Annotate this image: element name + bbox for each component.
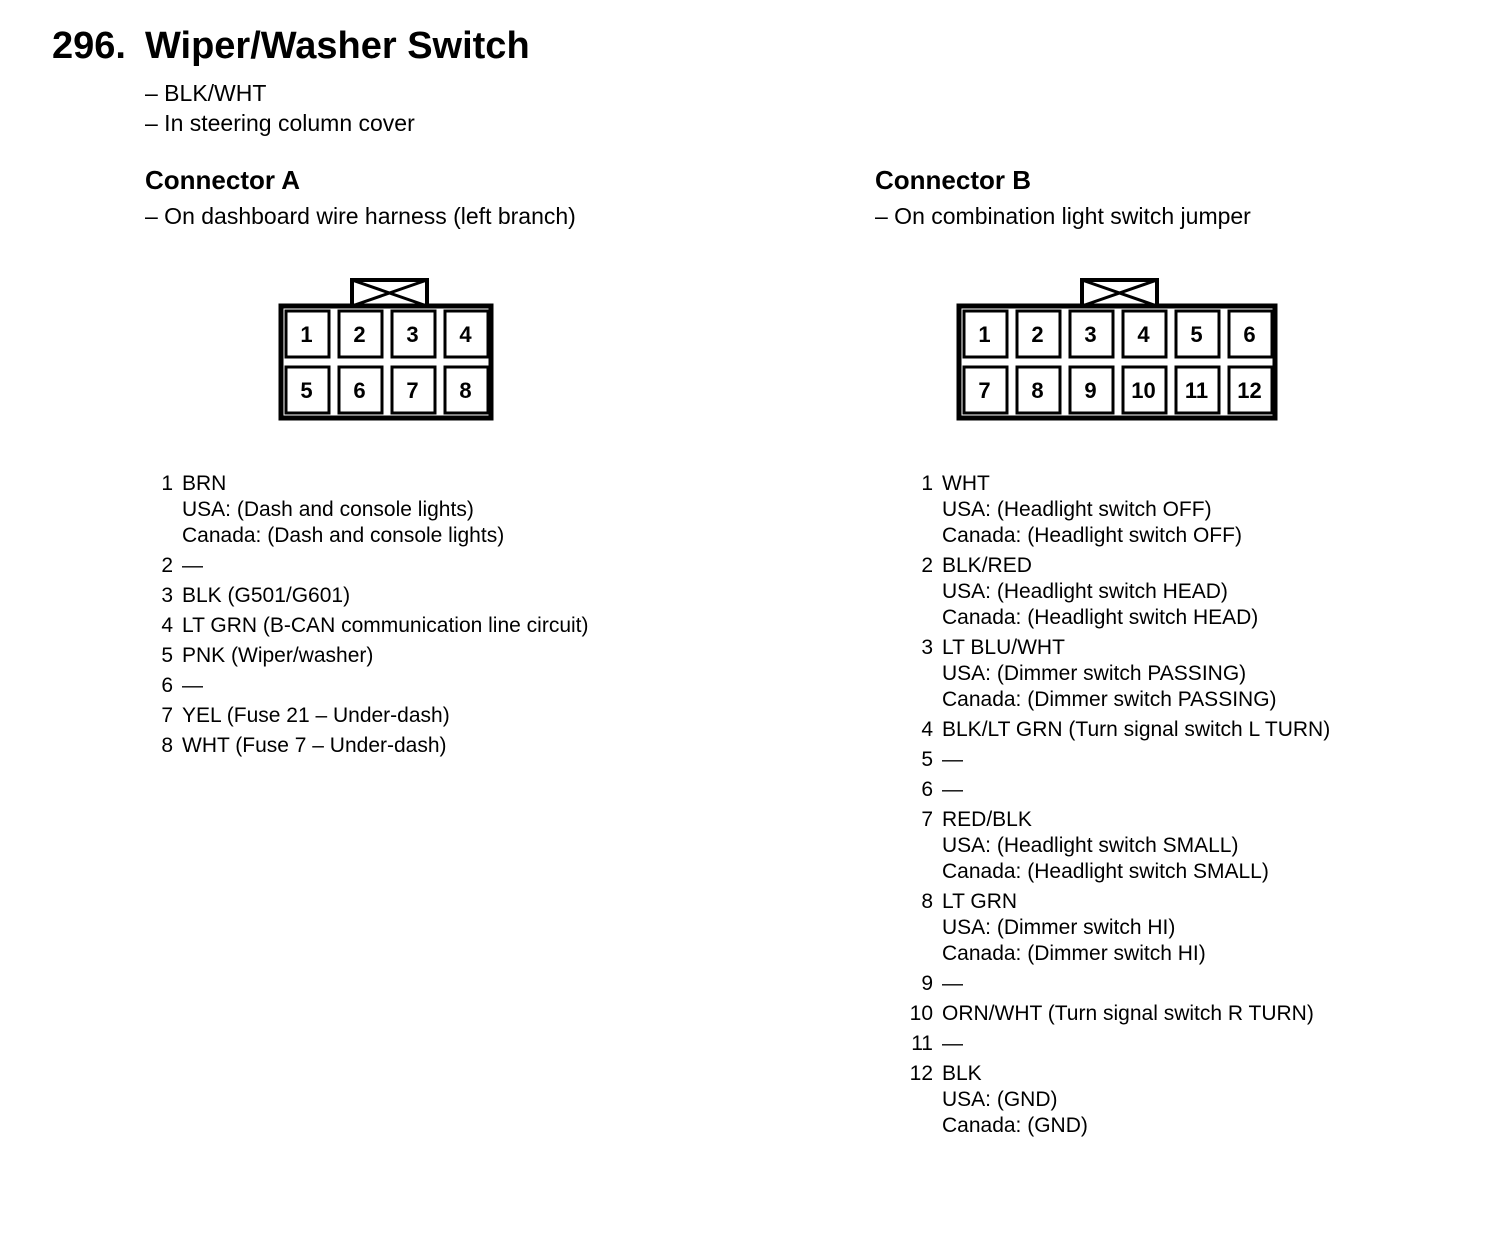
- pin-entry: [145, 613, 589, 639]
- title-number: 296.: [52, 25, 126, 67]
- connector_b-latch: [1082, 280, 1157, 306]
- pin-entry: [905, 635, 1330, 713]
- connector-b-diagram: [957, 278, 1281, 420]
- pin-number: 12: [909, 1062, 933, 1085]
- pin-description: [942, 889, 1206, 967]
- pin-detail-line: USA: (Dash and console lights): [182, 498, 474, 521]
- pin-detail-line: Canada: (Headlight switch OFF): [942, 524, 1242, 547]
- pin-wire-color: —: [942, 748, 963, 771]
- pin-wire-color: —: [182, 674, 203, 697]
- pin-description: [182, 613, 589, 639]
- connector-a-heading: Connector A: [145, 165, 301, 195]
- pin-description: [942, 1031, 963, 1057]
- connector_b-pin-label: 11: [1184, 378, 1209, 403]
- connector_b-pin-label: 10: [1131, 378, 1156, 403]
- pin-description: [182, 583, 350, 609]
- pin-wire-color: WHT: [942, 472, 990, 495]
- connector_a-pin-label: 3: [406, 322, 419, 347]
- pin-detail-line: USA: (GND): [942, 1088, 1058, 1111]
- connector_b-pin-label: 5: [1190, 322, 1203, 347]
- pin-wire-color: PNK (Wiper/washer): [182, 644, 374, 667]
- title-text: Wiper/Washer Switch: [145, 25, 530, 67]
- pin-number: 7: [921, 808, 933, 831]
- pin-entry: [145, 583, 589, 609]
- pin-detail-line: Canada: (Headlight switch HEAD): [942, 606, 1259, 629]
- pin-description: [182, 703, 450, 729]
- pin-entry: [905, 471, 1330, 549]
- connector_b-pin-label: 8: [1031, 378, 1044, 403]
- pin-number: 8: [921, 890, 933, 913]
- pin-number: 10: [909, 1002, 933, 1025]
- pin-wire-color: RED/BLK: [942, 808, 1032, 831]
- pin-description: [182, 673, 203, 699]
- pin-detail-line: Canada: (GND): [942, 1114, 1088, 1137]
- connector-a-section: [145, 164, 705, 757]
- pin-detail-line: Canada: (Headlight switch SMALL): [942, 860, 1269, 883]
- pin-entry: [145, 733, 589, 759]
- pin-number: 5: [161, 644, 173, 667]
- connector_a-pin-label: 1: [300, 322, 313, 347]
- pin-number: 4: [921, 718, 933, 741]
- pin-entry: [145, 643, 589, 669]
- pin-description: [942, 1061, 1088, 1139]
- pin-number: 7: [161, 704, 173, 727]
- pin-entry: [145, 673, 589, 699]
- connector_a-pin-label: 5: [300, 378, 313, 403]
- pin-number: 9: [921, 972, 933, 995]
- connector-a-note: – On dashboard wire harness (left branch): [145, 203, 576, 229]
- pin-description: [182, 643, 373, 669]
- pin-number: 4: [161, 614, 173, 637]
- pin-detail-line: USA: (Headlight switch OFF): [942, 498, 1212, 521]
- connector_a-latch: [352, 280, 427, 306]
- pin-number: 1: [921, 472, 933, 495]
- pin-wire-color: —: [942, 1032, 963, 1055]
- pin-number: 3: [921, 636, 933, 659]
- connector_b-pin-label: 4: [1137, 322, 1150, 347]
- pin-wire-color: —: [942, 778, 963, 801]
- pin-detail-line: Canada: (Dimmer switch HI): [942, 942, 1206, 965]
- connector-a-diagram: [279, 278, 497, 420]
- page-title: [52, 24, 530, 68]
- note-location: – In steering column cover: [145, 110, 415, 136]
- pin-description: [942, 971, 963, 997]
- pin-description: [942, 553, 1258, 631]
- pin-number: 11: [911, 1032, 933, 1055]
- pin-description: [942, 807, 1269, 885]
- pin-wire-color: BLK (G501/G601): [182, 584, 351, 607]
- pin-description: [942, 471, 1242, 549]
- pin-wire-color: BRN: [182, 472, 227, 495]
- pin-description: [182, 733, 447, 759]
- pin-wire-color: WHT (Fuse 7 – Under-dash): [182, 734, 447, 757]
- connector_b-pin-label: 1: [978, 322, 991, 347]
- pin-entry: [905, 889, 1330, 967]
- pin-wire-color: BLK/LT GRN (Turn signal switch L TURN): [942, 718, 1331, 741]
- connector_b-pin-label: 6: [1243, 322, 1256, 347]
- connector_a-pin-label: 8: [459, 378, 472, 403]
- pin-wire-color: LT BLU/WHT: [942, 636, 1065, 659]
- pin-entry: [905, 747, 1330, 773]
- connector-b-face-svg: [957, 278, 1281, 420]
- connector_b-pin-label: 9: [1084, 378, 1097, 403]
- connector_a-pin-label: 6: [353, 378, 366, 403]
- connector-a-pin-list: [145, 471, 589, 763]
- connector-b-heading: Connector B: [875, 165, 1031, 195]
- connector_a-pin-label: 7: [406, 378, 419, 403]
- pin-detail-line: USA: (Headlight switch HEAD): [942, 580, 1228, 603]
- pin-number: 1: [161, 472, 173, 495]
- note-color: – BLK/WHT: [145, 80, 267, 106]
- pin-entry: [145, 553, 589, 579]
- pin-entry: [905, 777, 1330, 803]
- pin-number: 6: [921, 778, 933, 801]
- pin-entry: [905, 1061, 1330, 1139]
- pin-detail-line: USA: (Headlight switch SMALL): [942, 834, 1239, 857]
- pin-wire-color: YEL (Fuse 21 – Under-dash): [182, 704, 450, 727]
- pin-wire-color: LT GRN (B-CAN communication line circuit): [182, 614, 589, 637]
- pin-entry: [905, 717, 1330, 743]
- pin-description: [942, 747, 963, 773]
- pin-description: [942, 777, 963, 803]
- pin-number: 2: [921, 554, 933, 577]
- pin-entry: [145, 703, 589, 729]
- pin-entry: [905, 1001, 1330, 1027]
- pin-wire-color: ORN/WHT (Turn signal switch R TURN): [942, 1002, 1314, 1025]
- pin-wire-color: LT GRN: [942, 890, 1018, 913]
- connector_a-pin-label: 4: [459, 322, 472, 347]
- pin-number: 3: [161, 584, 173, 607]
- pin-wire-color: —: [182, 554, 203, 577]
- pin-number: 2: [161, 554, 173, 577]
- pin-entry: [905, 553, 1330, 631]
- pin-number: 5: [921, 748, 933, 771]
- pin-wire-color: —: [942, 972, 963, 995]
- pin-entry: [145, 471, 589, 549]
- connector_b-pin-label: 7: [978, 378, 991, 403]
- pin-entry: [905, 807, 1330, 885]
- connector-a-face-svg: [279, 278, 497, 420]
- connector-b-note: – On combination light switch jumper: [875, 203, 1251, 229]
- pin-number: 6: [161, 674, 173, 697]
- connector_a-pin-label: 2: [353, 322, 366, 347]
- connector-b-pin-list: [905, 471, 1330, 1143]
- pin-detail-line: USA: (Dimmer switch PASSING): [942, 662, 1247, 685]
- pin-description: [182, 553, 203, 579]
- pin-description: [182, 471, 504, 549]
- pin-detail-line: Canada: (Dimmer switch PASSING): [942, 688, 1277, 711]
- connector_b-pin-label: 2: [1031, 322, 1044, 347]
- pin-detail-line: USA: (Dimmer switch HI): [942, 916, 1176, 939]
- pin-description: [942, 717, 1330, 743]
- pin-wire-color: BLK/RED: [942, 554, 1032, 577]
- pin-entry: [905, 1031, 1330, 1057]
- pin-number: 8: [161, 734, 173, 757]
- connector_b-pin-label: 12: [1237, 378, 1262, 403]
- pin-entry: [905, 971, 1330, 997]
- connector_b-pin-label: 3: [1084, 322, 1097, 347]
- connector-b-section: [875, 164, 1475, 1137]
- header-notes: [145, 78, 415, 138]
- pin-wire-color: BLK: [942, 1062, 982, 1085]
- pin-description: [942, 635, 1277, 713]
- pin-description: [942, 1001, 1314, 1027]
- pin-detail-line: Canada: (Dash and console lights): [182, 524, 505, 547]
